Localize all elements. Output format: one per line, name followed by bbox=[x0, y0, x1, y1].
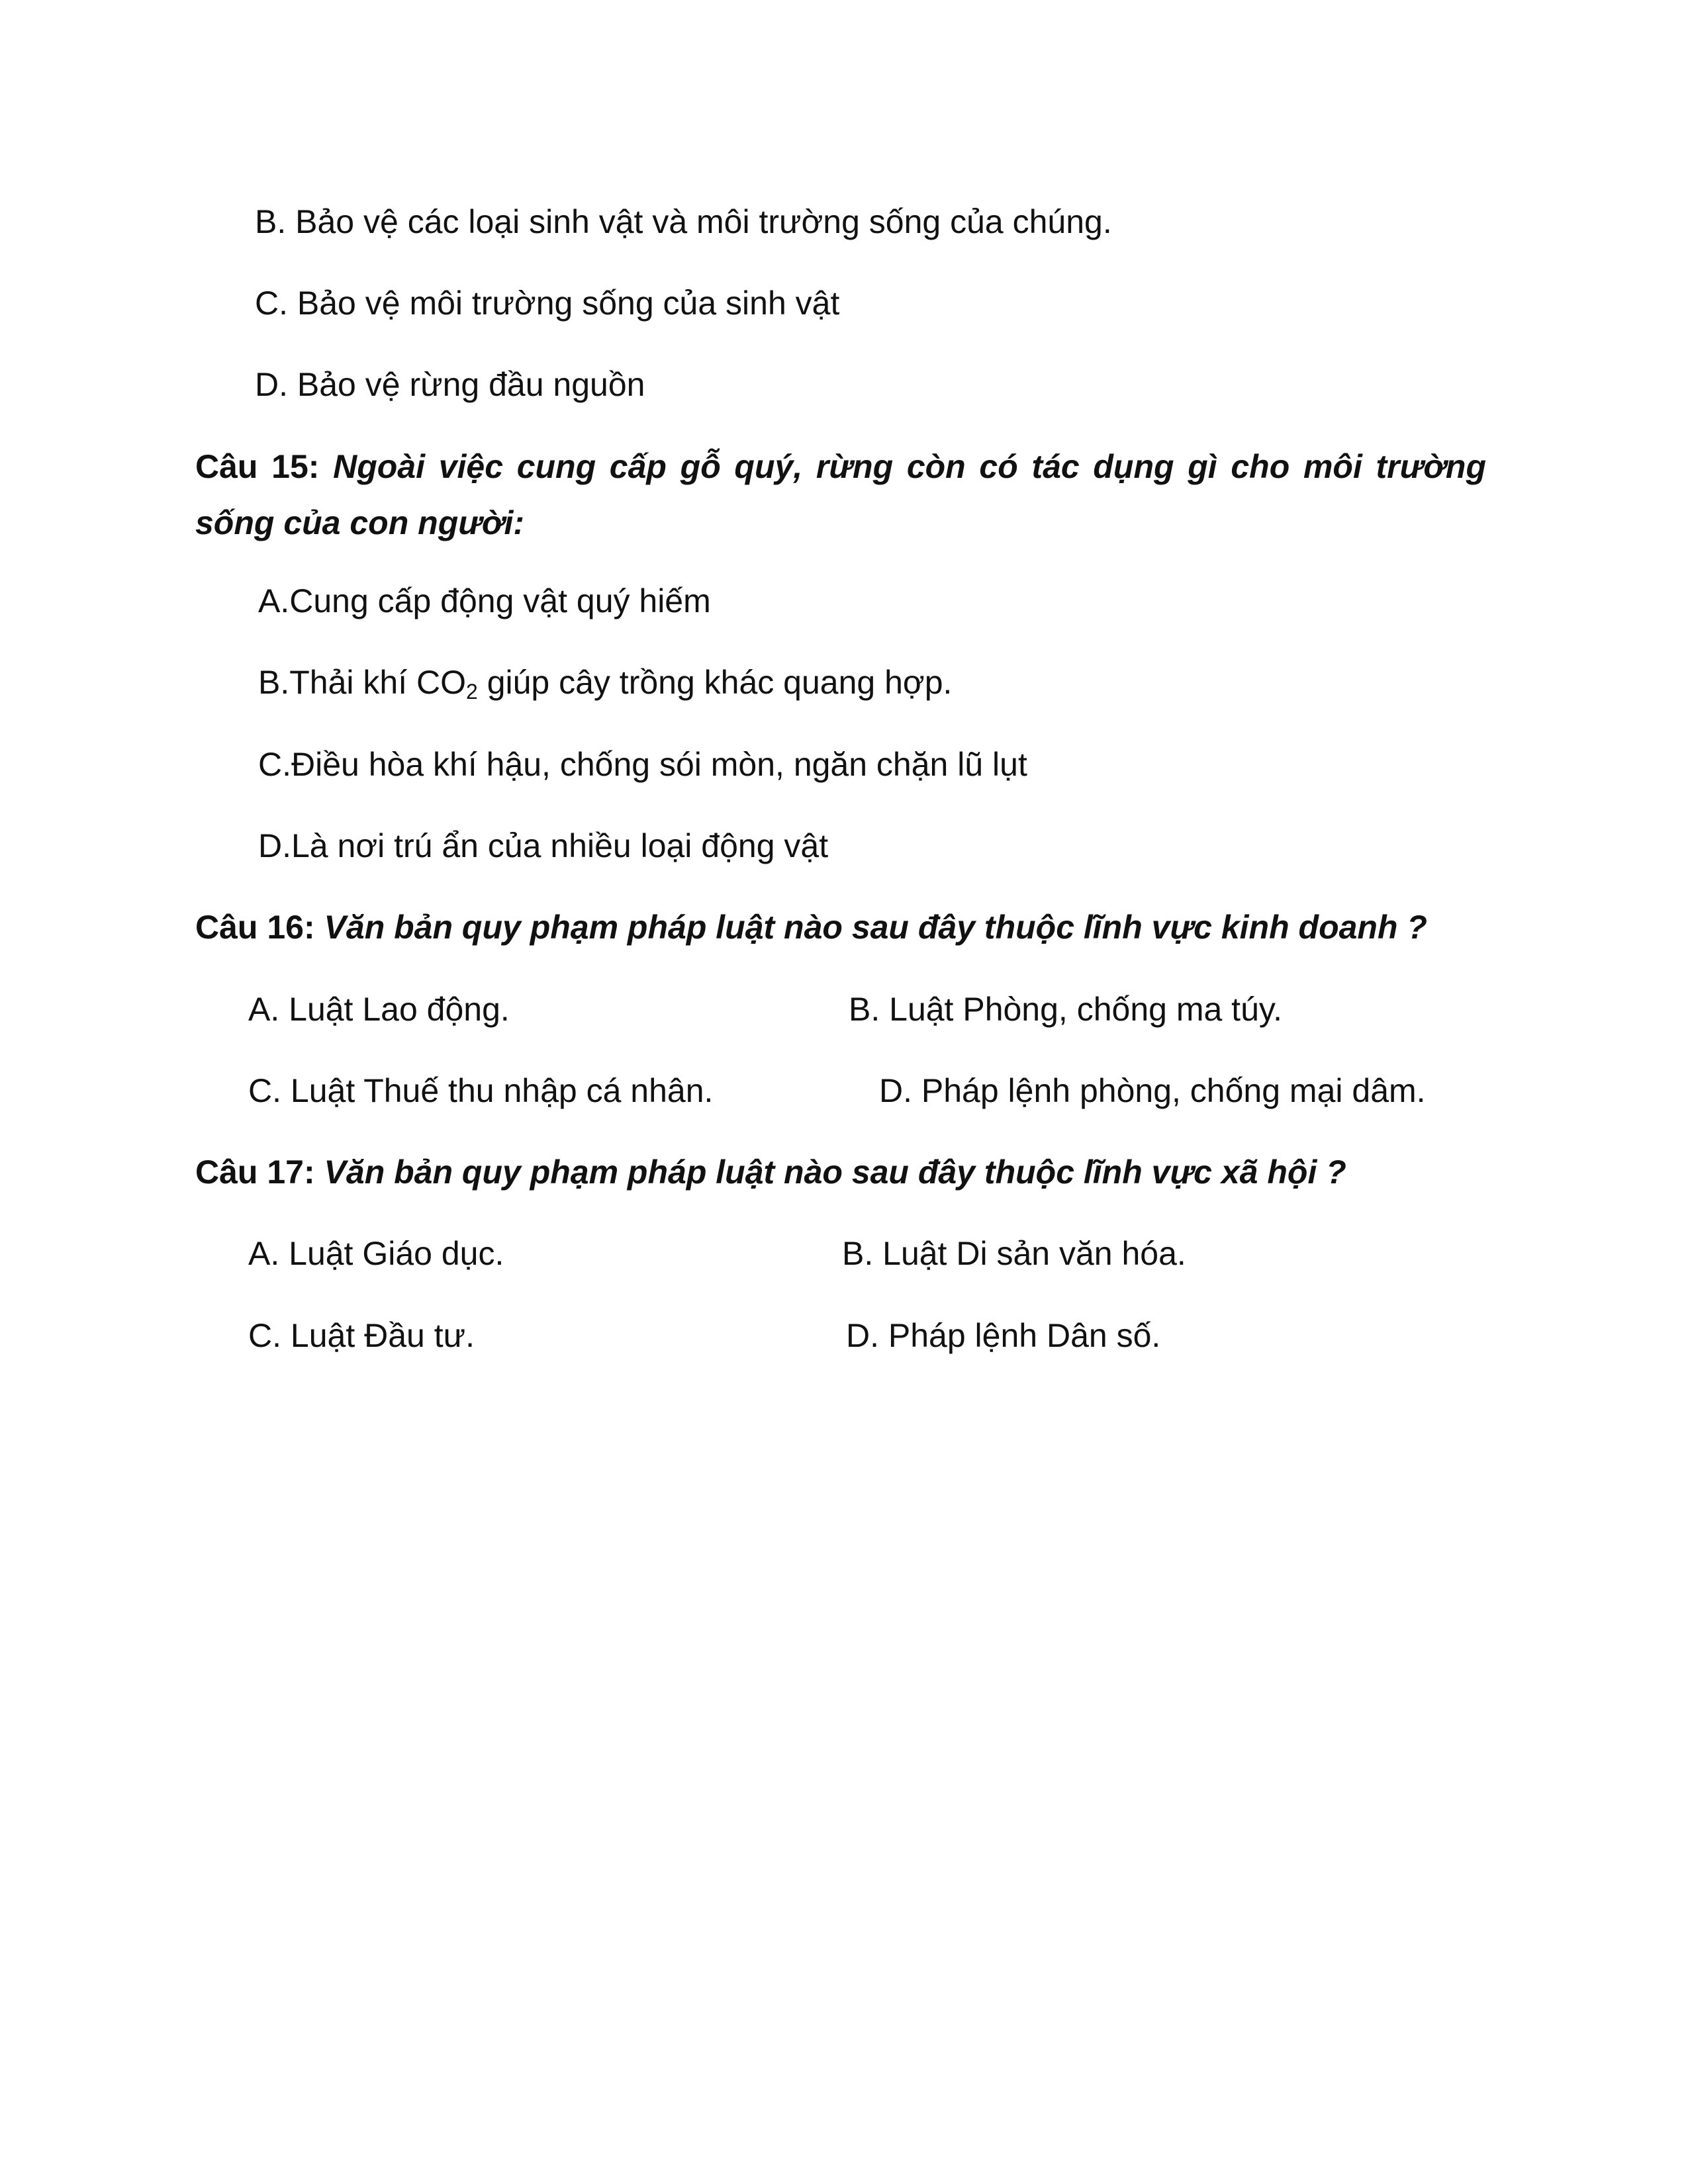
question-16-option-c: C. Luật Thuế thu nhập cá nhân. bbox=[248, 1072, 714, 1109]
prev-option-b: B. Bảo vệ các loại sinh vật và môi trường sống của chúng. bbox=[255, 203, 1112, 240]
question-15-line1 bbox=[195, 447, 1486, 486]
question-17 bbox=[195, 1152, 1346, 1192]
question-17-option-a: A. Luật Giáo dục. bbox=[248, 1235, 504, 1272]
prev-option-d: D. Bảo vệ rừng đầu nguồn bbox=[255, 366, 645, 403]
question-15-text-line1: Ngoài việc cung cấp gỗ quý, rừng còn có tác dụng gì cho môi trường bbox=[333, 448, 1486, 485]
question-15-option-a: A.Cung cấp động vật quý hiếm bbox=[258, 582, 711, 619]
question-16 bbox=[195, 907, 1427, 947]
prev-option-c: C. Bảo vệ môi trường sống của sinh vật bbox=[255, 285, 840, 322]
question-17-text: Văn bản quy phạm pháp luật nào sau đây thuộc lĩnh vực xã hội ? bbox=[324, 1154, 1346, 1191]
question-17-label: Câu 17: bbox=[195, 1154, 315, 1191]
question-15-label: Câu 15: bbox=[195, 448, 320, 485]
co2-subscript: 2 bbox=[466, 680, 478, 704]
question-15-option-b bbox=[258, 662, 952, 702]
question-16-text: Văn bản quy phạm pháp luật nào sau đây thuộc lĩnh vực kinh doanh ? bbox=[324, 909, 1427, 946]
question-17-option-c: C. Luật Đầu tư. bbox=[248, 1317, 475, 1354]
question-15-option-c: C.Điều hòa khí hậu, chống sói mòn, ngăn chặn lũ lụt bbox=[258, 746, 1027, 783]
question-17-option-d: D. Pháp lệnh Dân số. bbox=[846, 1317, 1161, 1354]
question-16-option-a: A. Luật Lao động. bbox=[248, 991, 510, 1028]
question-15-text-line2: sống của con người: bbox=[195, 504, 525, 541]
question-16-option-d: D. Pháp lệnh phòng, chống mại dâm. bbox=[879, 1072, 1426, 1109]
question-16-option-b: B. Luật Phòng, chống ma túy. bbox=[849, 991, 1283, 1028]
question-15-line2 bbox=[195, 503, 524, 543]
question-16-label: Câu 16: bbox=[195, 909, 315, 946]
option-b-suffix: giúp cây trồng khác quang hợp. bbox=[477, 664, 953, 701]
question-15-option-d: D.Là nơi trú ẩn của nhiều loại động vật bbox=[258, 827, 829, 864]
option-b-prefix: B.Thải khí CO bbox=[258, 664, 466, 701]
question-17-option-b: B. Luật Di sản văn hóa. bbox=[842, 1235, 1186, 1272]
